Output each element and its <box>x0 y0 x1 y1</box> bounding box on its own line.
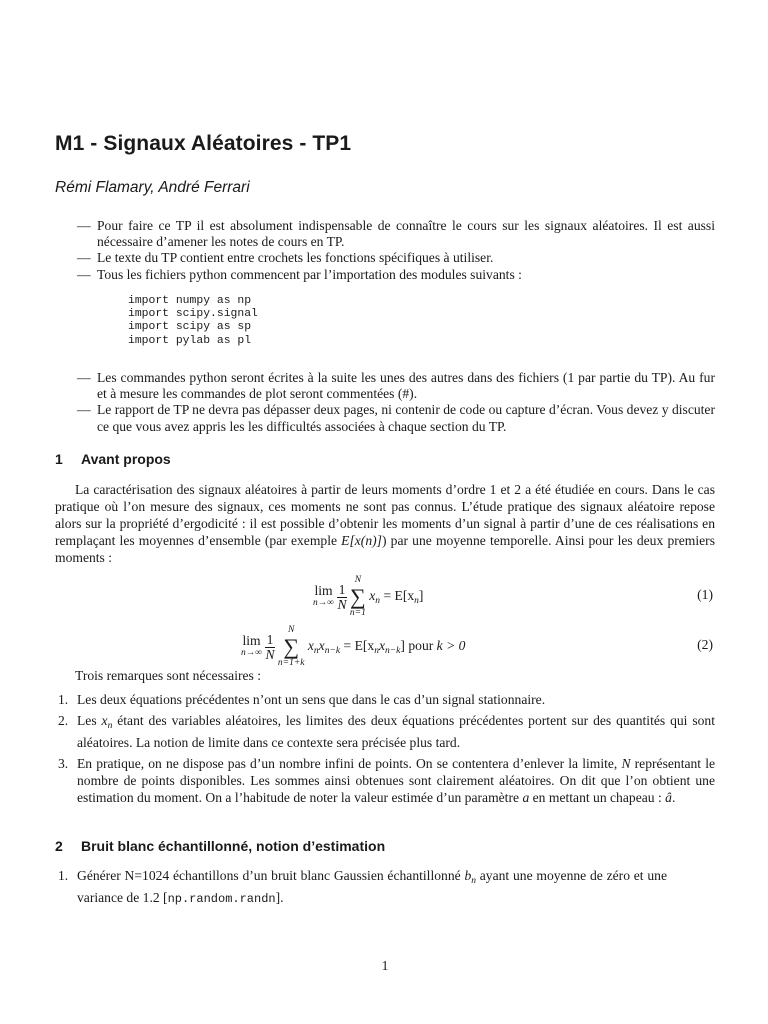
dash: — <box>77 402 91 418</box>
sum-upper: N <box>288 625 295 635</box>
numerator: 1 <box>338 581 346 597</box>
equation-body <box>313 575 423 619</box>
sum-sign: ∑ <box>283 634 300 659</box>
dash: — <box>77 218 91 233</box>
equation-2 <box>55 623 715 671</box>
section-1-heading <box>55 451 171 467</box>
term: x <box>318 638 325 654</box>
inline-math: b <box>464 868 472 883</box>
term: x <box>378 638 386 654</box>
intro-item-text: Le texte du TP contient entre crochets les fonctions spécifiques à utiliser. <box>97 250 494 266</box>
paper-page <box>55 0 715 1024</box>
paragraph-text: par une moyenne temporelle. Ainsi pour les deux premiers moments : <box>55 532 715 565</box>
rhs-end: ] <box>418 588 424 604</box>
lim-subscript: n→∞ <box>241 648 263 658</box>
term: x <box>369 588 376 604</box>
condition-math: k > 0 <box>436 638 466 654</box>
equation-number: (1) <box>697 587 713 602</box>
dash: — <box>77 266 91 282</box>
remarks-list <box>55 692 715 810</box>
list-item <box>55 713 715 752</box>
subscript: n−k <box>385 646 401 657</box>
equation-body <box>241 625 465 669</box>
subscript: n <box>375 596 381 607</box>
item-text: . <box>671 789 676 805</box>
lim-text: lim <box>314 583 333 598</box>
item-text: en mettant un chapeau : <box>532 789 662 805</box>
intro-item-text: Le rapport de TP ne devra pas dépasser deux pages, ni contenir de code ou capture d’écran. Vous devez y discuter ce que vous avez appris les les difficultés associées à chaque section du TP. <box>97 402 715 434</box>
inline-math: â <box>665 789 672 805</box>
section-title: Avant propos <box>81 451 171 467</box>
term: x <box>307 638 314 654</box>
intro-item-text: Tous les fichiers python commencent par l’importation des modules suivants : <box>97 266 522 282</box>
section-1-paragraph: La caractérisation des signaux aléatoires à partir de leurs moments d’ordre 1 et 2 a été étudiée en cours. Dans le cas pratique où l’on mesure des signaux, ces moments ne sont pas connus. L’étude pratique des signaux aléatoire repose alors sur la propriété d’ergodicité : il est possible d’obtenir les moments d’un signal à partir d’une de ces réalisations en remplaçant les moyennes d’ensemble (par exemple E[x(n)]) par une moyenne temporelle. Ainsi pour les deux premiers moments : <box>55 482 715 565</box>
rhs: = E[x <box>343 638 375 654</box>
dash: — <box>77 250 91 266</box>
paragraph-text: Trois remarques sont nécessaires : <box>75 668 261 683</box>
intro-item <box>77 267 715 348</box>
item-text: ayant une moyenne de zéro et une variance de 1.2 [ <box>77 868 667 905</box>
inline-math: N <box>621 755 631 771</box>
subscript: n <box>471 876 476 886</box>
item-text: étant des variables aléatoires, les limites des deux équations précédentes portent sur des quantités qui sont aléatoires. La notion de limite dans ce contexte sera précisée plus tard. <box>77 712 715 750</box>
equation-number: (2) <box>697 637 713 652</box>
item-text: représentant le nombre de points disponibles. Les sommes ainsi obtenues sont clairement aléatoires. On dit que l’on obtient une estimation du moment. On a l’habitude de noter la valeur estimée d’un paramètre <box>77 755 716 805</box>
list-item <box>55 756 715 807</box>
code-line: import numpy as np <box>128 294 252 307</box>
section-number: 2 <box>55 838 63 854</box>
intro-item-text: Les commandes python seront écrites à la suite les unes des autres dans des fichiers (1 par partie du TP). Au fur et à mesure les commandes de plot seront commentées (#). <box>97 370 715 402</box>
authors: Rémi Flamary, André Ferrari <box>55 179 250 196</box>
intro-item-text: Pour faire ce TP il est absolument indispensable de connaître le cours sur les signaux aléatoires. Il est aussi nécessaire d’amener les notes de cours en TP. <box>97 218 715 250</box>
paragraph-text: La caractérisation des signaux aléatoires à partir de leurs moments d’ordre 1 et 2 a été étudiée en cours. Dans le cas pratique où l’on mesure des signaux, ces moments ne sont pas connus. L’étude pratique des signaux aléatoire repose alors sur la propriété d’ergodicité : il est possible d’obtenir les moments d’un signal à partir d’une de ces réalisations en remplaçant les moyennes d’ensemble (par exemple <box>55 482 715 548</box>
subscript: n−k <box>324 646 341 657</box>
rhs: = E[x <box>383 588 415 604</box>
dash: — <box>77 370 91 385</box>
numerator: 1 <box>266 631 274 647</box>
lim-text: lim <box>242 633 261 648</box>
condition-text: pour <box>408 638 434 654</box>
inline-code: np.random.randn <box>167 891 276 906</box>
intro-item <box>77 402 715 434</box>
code-line: import pylab as pl <box>128 334 252 347</box>
inline-math: E[x(n)] <box>341 532 382 548</box>
intro-item <box>77 370 715 402</box>
subscript: n <box>414 596 419 607</box>
item-text: En pratique, on ne dispose pas d’un nombre infini de points. On se contentera d’enlever la limite, <box>77 755 618 771</box>
section-number: 1 <box>55 451 63 467</box>
lim-subscript: n→∞ <box>313 598 335 608</box>
item-text: Générer N=1024 échantillons d’un bruit blanc Gaussien échantillonné <box>77 868 461 883</box>
item-text: Les deux équations précédentes n’ont un sens que dans le cas d’un signal stationnaire. <box>77 692 546 707</box>
list-item <box>55 868 667 908</box>
summation <box>278 625 305 669</box>
list-item <box>55 692 715 709</box>
sum-lower: n=1+k <box>277 658 305 668</box>
limit <box>313 585 334 609</box>
summation <box>350 575 366 619</box>
subscript: n <box>313 646 319 657</box>
limit <box>241 635 262 659</box>
fraction <box>265 633 274 662</box>
code-block <box>128 295 715 348</box>
equation-1 <box>55 573 715 621</box>
subscript: n <box>107 720 113 731</box>
item-number: 1. <box>58 692 69 707</box>
intro-item <box>77 250 715 266</box>
code-line: import scipy.signal <box>128 308 258 321</box>
intro-list <box>77 218 715 435</box>
fraction <box>337 583 346 612</box>
denominator: N <box>265 646 275 662</box>
denominator: N <box>337 596 347 612</box>
subscript: n <box>374 646 379 657</box>
section-2-heading <box>55 838 385 854</box>
sum-upper: N <box>354 575 362 585</box>
item-number: 2. <box>58 712 69 728</box>
code-line: import scipy as sp <box>128 321 252 334</box>
rhs-end: ] <box>400 638 405 654</box>
page-number: 1 <box>381 958 389 973</box>
sum-lower: n=1 <box>349 608 366 618</box>
sum-sign: ∑ <box>350 584 366 609</box>
item-number: 3. <box>58 755 69 771</box>
section-title: Bruit blanc échantillonné, notion d’estimation <box>81 838 386 854</box>
inline-math: x <box>101 712 108 728</box>
item-number: 1. <box>58 868 69 883</box>
remarks-intro <box>55 668 715 685</box>
inline-math: a <box>522 789 530 805</box>
section-2-list <box>55 868 667 912</box>
item-text: ]. <box>275 889 284 905</box>
page-title: M1 - Signaux Aléatoires - TP1 <box>55 132 352 155</box>
intro-item <box>77 218 715 250</box>
item-text: Les <box>77 712 97 728</box>
